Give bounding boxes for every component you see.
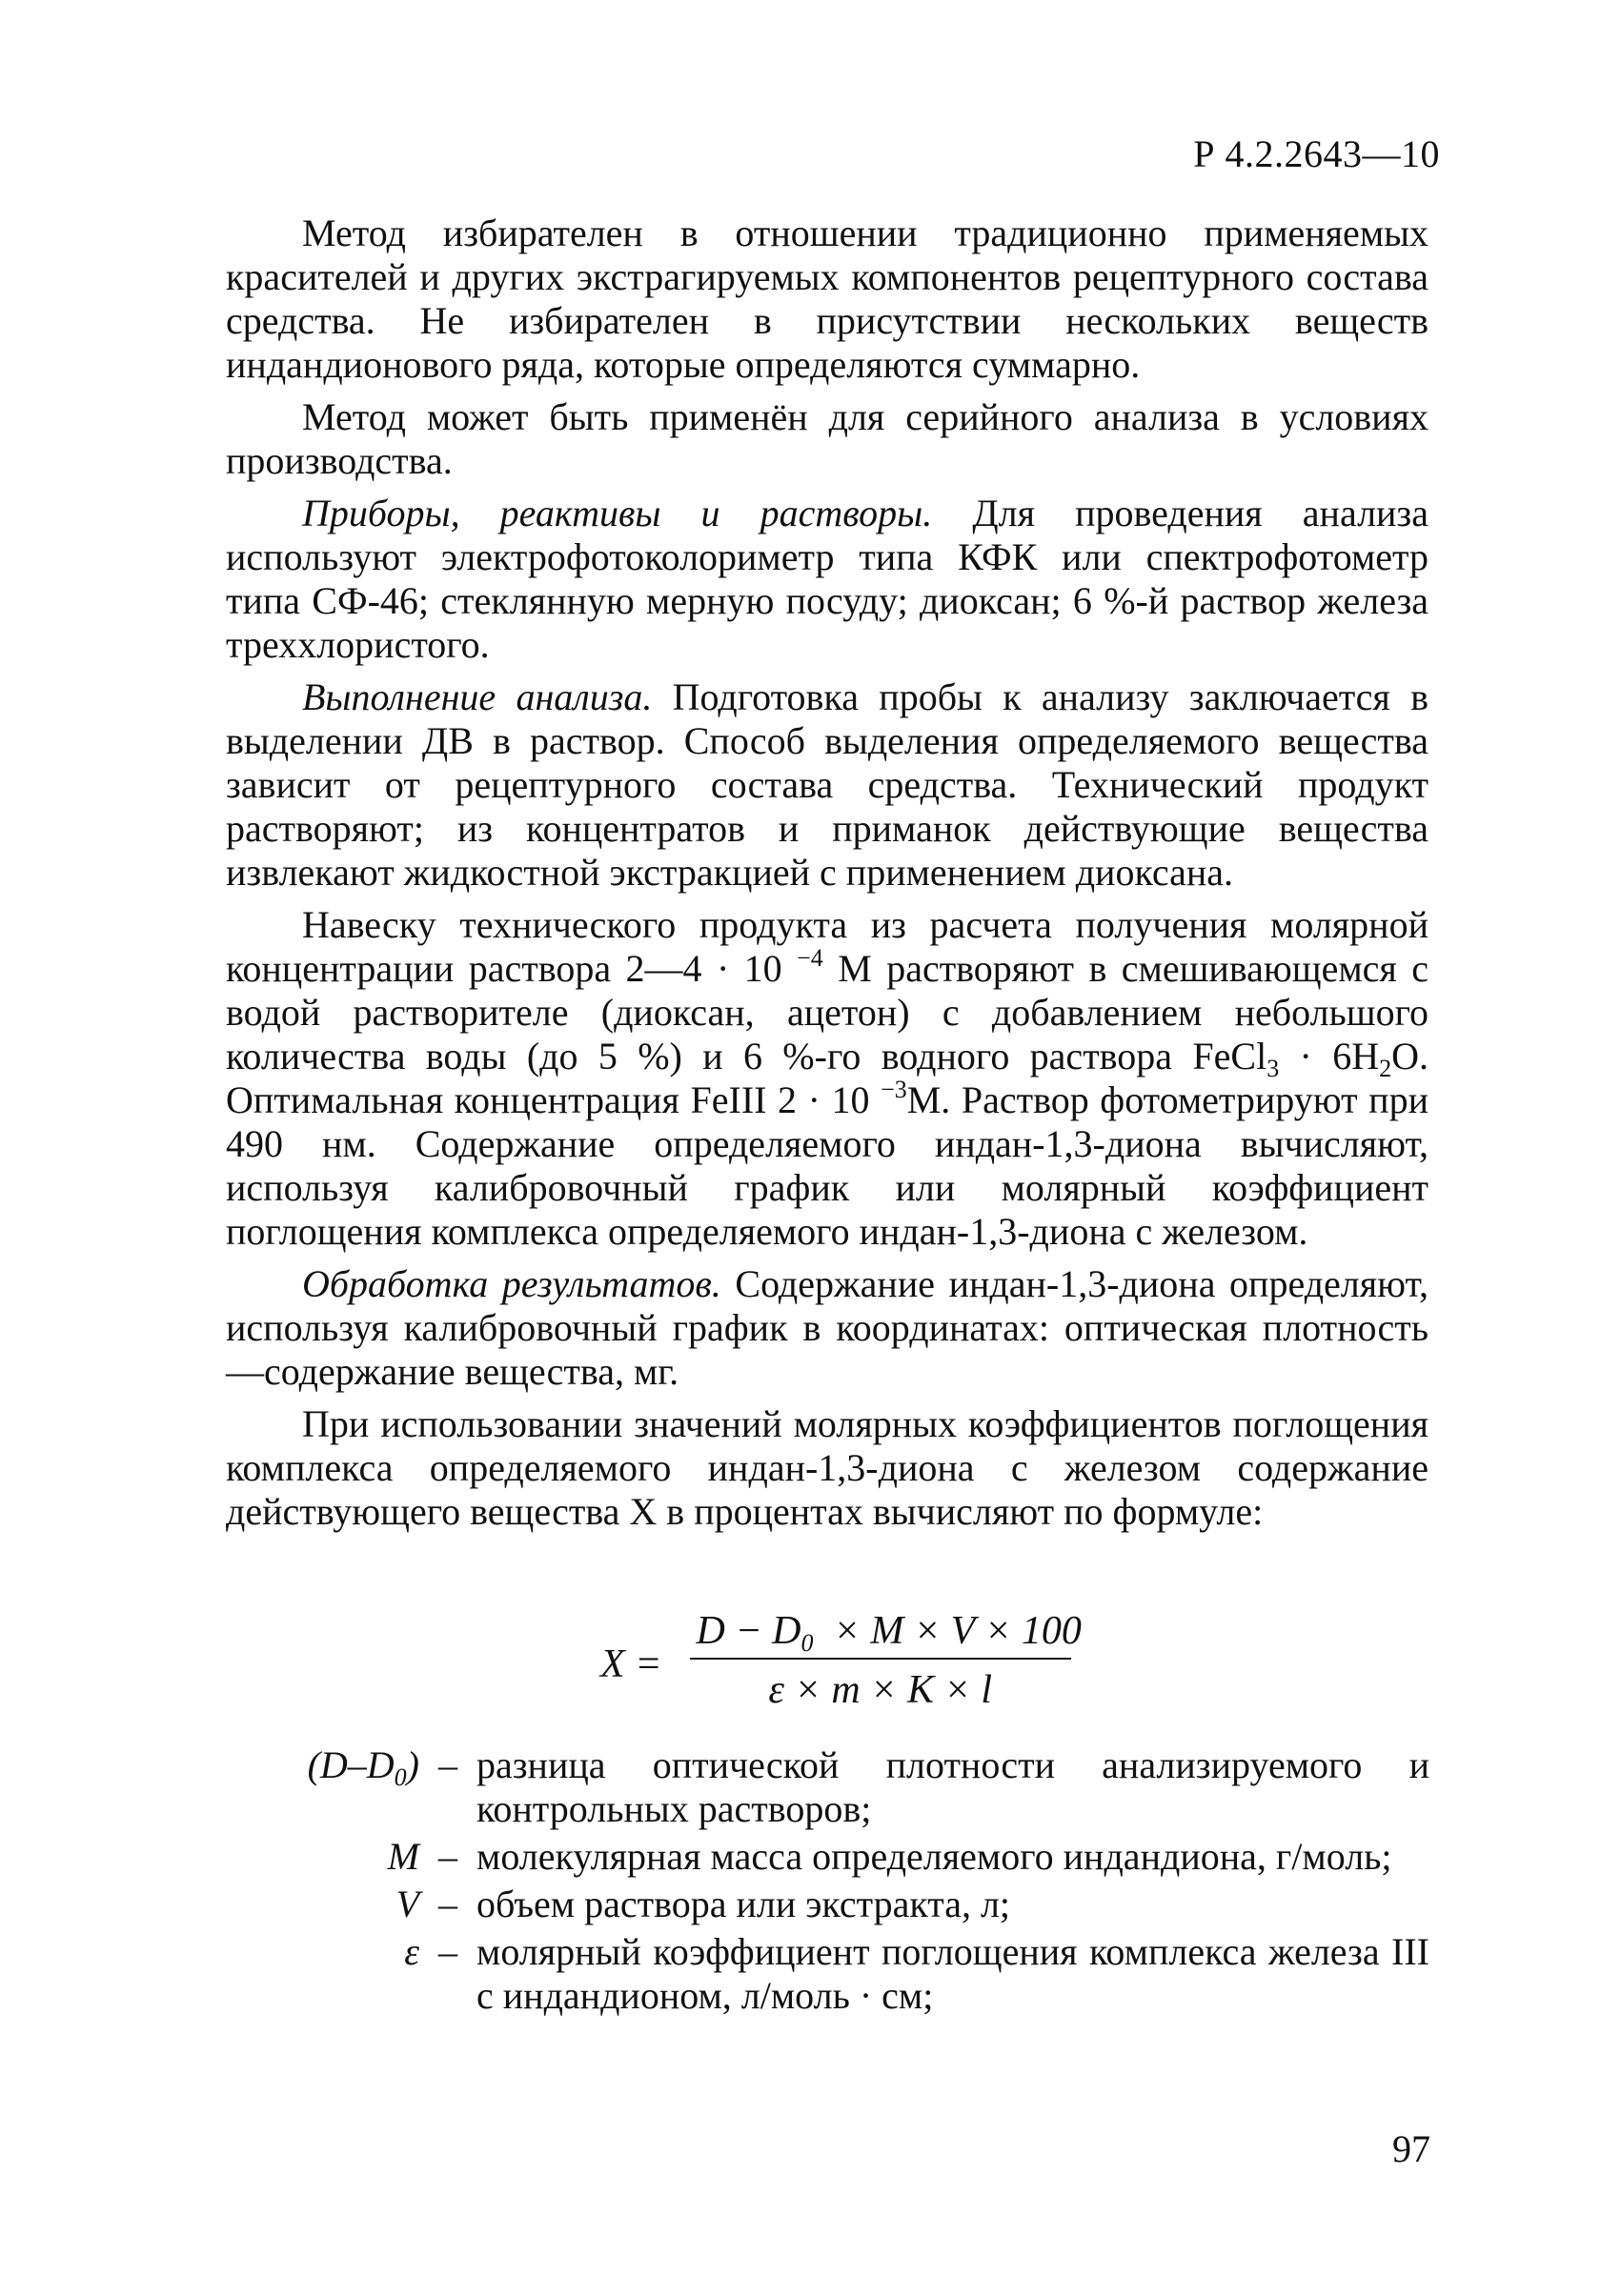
legend-symbol-tail: ) [406, 1743, 419, 1786]
legend-row [267, 1835, 1429, 1879]
paragraph-selectivity: Метод избирателен в отношении традиционно применяемых красителей и других экстрагируемых компонентов рецептурного состава средства. Не избирателен в присутствии нескольких веществ индандионового ряда, которые определяются суммарно. [226, 211, 1429, 386]
sample-text-3: · 6H [1279, 1035, 1380, 1078]
formula-fraction [674, 1608, 1087, 1713]
legend-dash: – [438, 1930, 457, 1973]
numerator-part-a: D − D [696, 1609, 801, 1653]
legend-description: объем раствора или экстракта, л; [476, 1883, 1011, 1925]
subscript-2: 2 [1379, 1055, 1392, 1082]
formula-numerator [674, 1608, 1087, 1658]
formula-legend [267, 1743, 1429, 2022]
numerator-part-b: × M × V × 100 [813, 1609, 1082, 1653]
subscript-1: 3 [1266, 1055, 1280, 1082]
legend-symbol: ε [404, 1930, 419, 1973]
sample-text-5: М. Раствор фотометрируют при 490 нм. Содержание определяемого индан-1,3-диона вычисляют, используя калибровочный график или молярный коэффициент поглощения комплекса определяемого индан-1,3-диона с железом. [226, 1078, 1429, 1253]
paragraph-serial-analysis: Метод может быть применён для серийного анализа в условиях производства. [226, 395, 1429, 482]
procedure-text: Подготовка пробы к анализу заключается в выделении ДВ в раствор. Способ выделения определяемого вещества зависит от рецептурного состава средства. Технический продукт растворяют; из концентратов и приманок действующие вещества извлекают жидкостной экстракцией с применением диоксана. [226, 675, 1429, 894]
legend-row [267, 1883, 1429, 1926]
legend-description: молярный коэффициент поглощения комплекса железа III с индандионом, л/моль · см; [476, 1930, 1429, 2017]
paragraph-results [226, 1262, 1429, 1394]
legend-symbol [267, 1743, 419, 1831]
sample-text-1: Навеску технического продукта из расчета получения молярной концентрации раствора 2—4 · 10 [226, 903, 1429, 990]
formula-lhs: X = [600, 1642, 662, 1686]
equipment-text: Для проведения анализа используют электрофотоколориметр типа КФК или спектрофотометр типа СФ-46; стеклянную мерную посуду; диоксан; 6 %-й раствор железа треххлористого. [226, 492, 1429, 666]
legend-row [267, 1930, 1429, 2018]
numerator-subscript: 0 [800, 1629, 814, 1657]
legend-dash: – [438, 1743, 457, 1786]
legend-description: молекулярная масса определяемого индандиона, г/моль; [476, 1835, 1392, 1878]
legend-symbol: V [395, 1883, 419, 1925]
paragraph-sample [226, 903, 1429, 1254]
legend-row [267, 1743, 1429, 1831]
procedure-heading: Выполнение анализа. [302, 675, 653, 718]
paragraph-procedure [226, 675, 1429, 895]
document-code: Р 4.2.2643—10 [1193, 132, 1440, 175]
sample-text-4: O. Оптимальная концентрация FeIII 2 · 10 [226, 1035, 1429, 1121]
results-text: Содержание индан-1,3-диона определяют, используя калибровочный график в координатах: оптическая плотность—содержание вещества, мг. [226, 1262, 1429, 1393]
body-text [226, 211, 1429, 1542]
legend-symbol: M [387, 1835, 419, 1878]
page-number: 97 [1392, 2127, 1430, 2170]
paragraph-equipment [226, 492, 1429, 667]
legend-dash: – [438, 1883, 457, 1925]
exponent-2: −3 [881, 1076, 907, 1103]
equipment-heading: Приборы, реактивы и растворы. [302, 492, 933, 534]
exponent-1: −4 [797, 944, 823, 972]
legend-dash: – [438, 1835, 457, 1878]
formula-denominator: ε × m × K × l [768, 1668, 993, 1712]
paragraph-formula-intro: При использовании значений молярных коэффициентов поглощения комплекса определяемого индан-1,3-диона с железом содержание действующего вещества X в процентах вычисляют по формуле: [226, 1402, 1429, 1533]
legend-description: разница оптической плотности анализируемого и контрольных растворов; [476, 1743, 1429, 1830]
legend-symbol-sub: 0 [394, 1763, 407, 1791]
legend-symbol-main: (D–D [307, 1743, 395, 1786]
results-heading: Обработка результатов. [302, 1262, 721, 1305]
formula [600, 1608, 1087, 1713]
sample-text-2: М растворяют в смешивающемся с водой растворителе (диоксан, ацетон) с добавлением небольшого количества воды (до 5 %) и 6 %-го водного раствора FeCl [226, 947, 1429, 1078]
